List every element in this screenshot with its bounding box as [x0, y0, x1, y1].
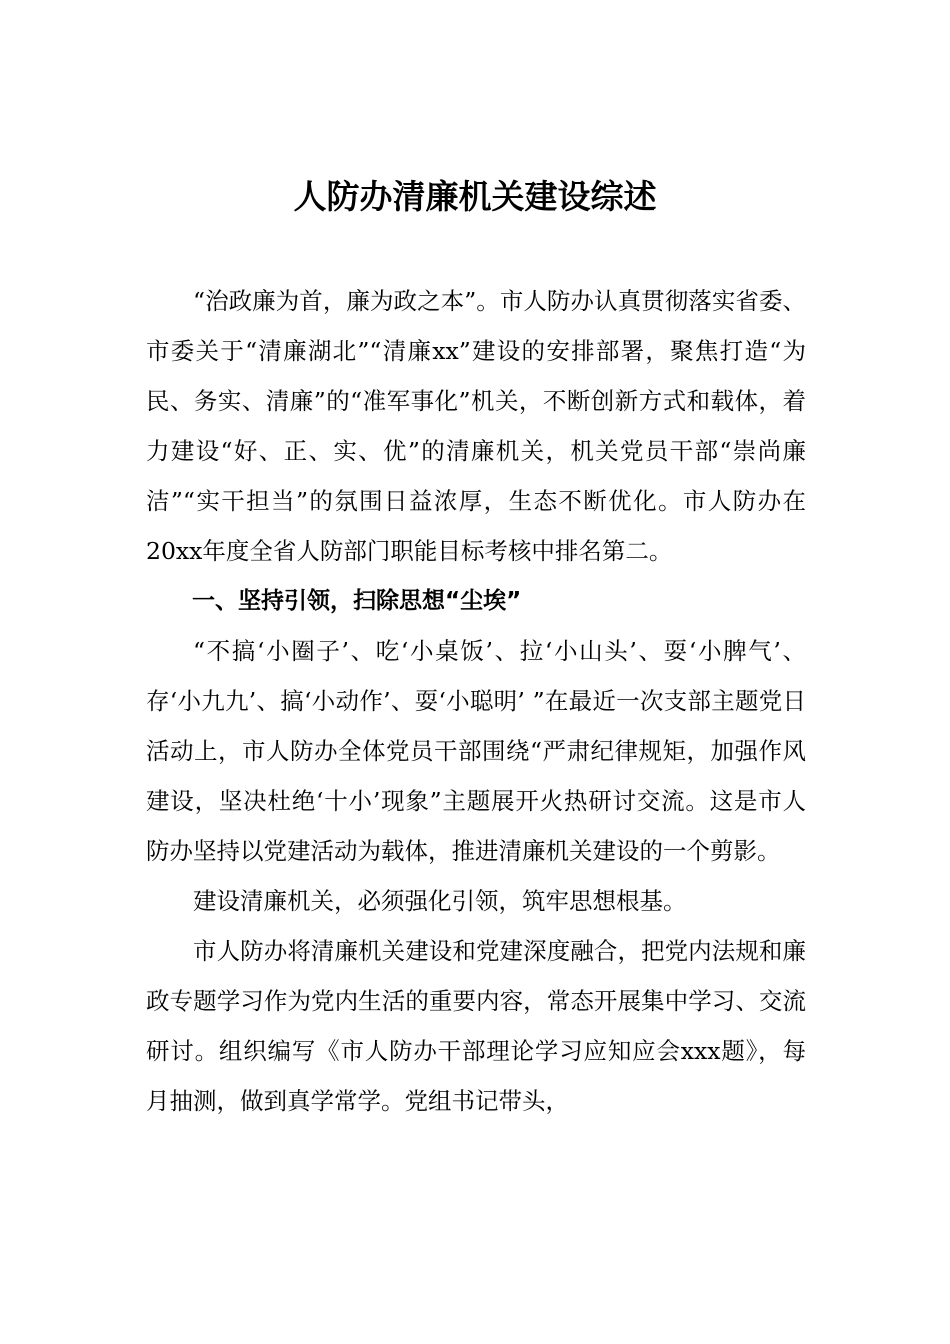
paragraph-section1-study: 市人防办将清廉机关建设和党建深度融合，把党内法规和廉政专题学习作为党内生活的重要内容，常态开展集中学习、交流研讨。组织编写《市人防办干部理论学习应知应会xxx题》，每月抽测，做到真学常学。党组书记带头， — [146, 937, 806, 1115]
section-heading-1: 一、坚持引领，扫除思想“尘埃” — [192, 588, 522, 614]
document-title: 人防办清廉机关建设综述 — [293, 177, 657, 216]
document-body — [146, 276, 806, 1126]
paragraph-intro: “治政廉为首，廉为政之本”。市人防办认真贯彻落实省委、市委关于“清廉湖北”“清廉xx”建设的安排部署，聚焦打造“为民、务实、清廉”的“准军事化”机关，不断创新方式和载体，着力建设“好、正、实、优”的清廉机关，机关党员干部“崇尚廉洁”“实干担当”的氛围日益浓厚，生态不断优化。市人防办在20xx年度全省人防部门职能目标考核中排名第二。 — [146, 287, 806, 565]
paragraph-section1-thesis: 建设清廉机关，必须强化引领，筑牢思想根基。 — [193, 887, 687, 915]
paragraph-section1-activity: “不搞‘小圈子’、吃‘小桌饭’、拉‘小山头’、耍‘小脾气’、存‘小九九’、搞‘小动作’、耍‘小聪明’ ”在最近一次支部主题党日活动上，市人防办全体党员干部围绕“严肃纪律规矩，加强作风建设，坚决杜绝‘十小’现象”主题展开火热研讨交流。这是市人防办坚持以党建活动为载体，推进清廉机关建设的一个剪影。 — [146, 637, 806, 865]
